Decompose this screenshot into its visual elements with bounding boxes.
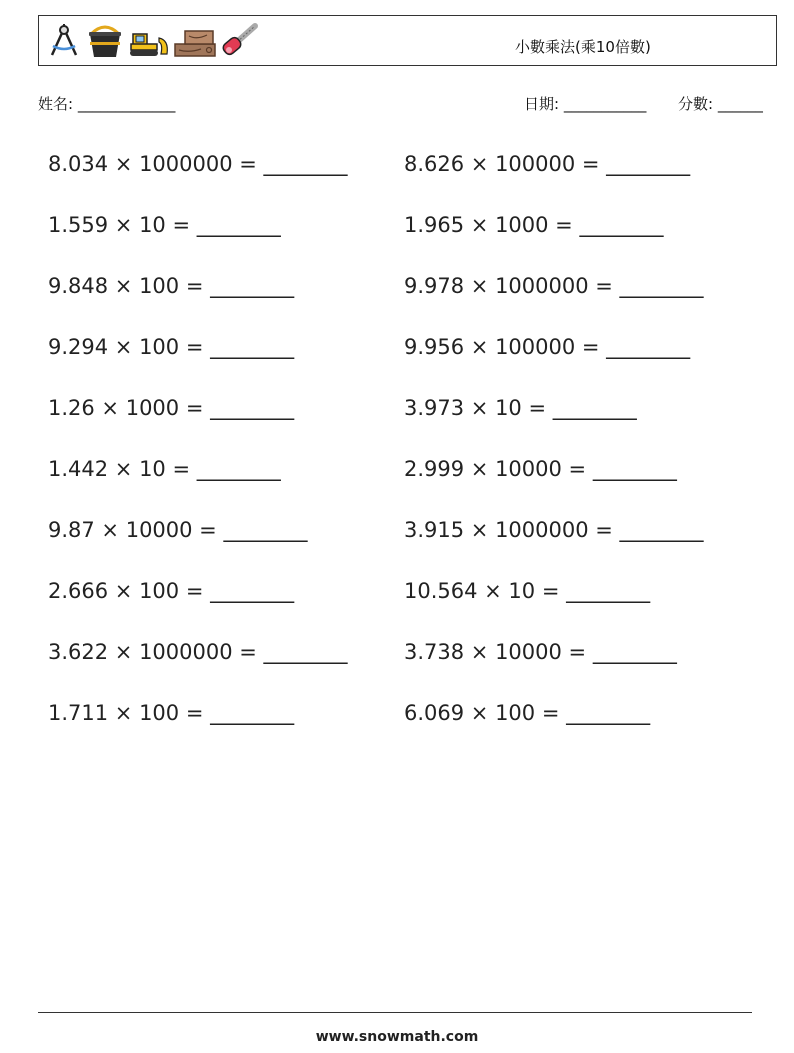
problem-left-10: 1.711 × 100 = ________ [48, 701, 295, 725]
problem-right-5: 3.973 × 10 = ________ [404, 396, 637, 420]
header-icons [45, 21, 261, 61]
compass-icon [45, 22, 83, 60]
problem-left-7: 9.87 × 10000 = ________ [48, 518, 308, 542]
bulldozer-icon [127, 22, 171, 60]
problem-right-8: 10.564 × 10 = ________ [404, 579, 651, 603]
problem-right-3: 9.978 × 1000000 = ________ [404, 274, 704, 298]
problem-right-10: 6.069 × 100 = ________ [404, 701, 651, 725]
wood-planks-icon [173, 22, 217, 60]
problem-right-4: 9.956 × 100000 = ________ [404, 335, 691, 359]
problem-right-1: 8.626 × 100000 = ________ [404, 152, 691, 176]
problem-left-5: 1.26 × 1000 = ________ [48, 396, 295, 420]
chainsaw-icon [219, 22, 261, 60]
footer-url: www.snowmath.com [315, 1029, 479, 1045]
problem-right-7: 3.915 × 1000000 = ________ [404, 518, 704, 542]
problem-right-2: 1.965 × 1000 = ________ [404, 213, 664, 237]
date-field: 日期: ___________ [524, 95, 647, 113]
problem-left-1: 8.034 × 1000000 = ________ [48, 152, 348, 176]
footer-divider [38, 1012, 752, 1013]
problem-left-4: 9.294 × 100 = ________ [48, 335, 295, 359]
problem-left-3: 9.848 × 100 = ________ [48, 274, 295, 298]
bucket-icon [85, 22, 125, 60]
worksheet-title: 小數乘法(乘10倍數) [515, 38, 651, 56]
problem-left-9: 3.622 × 1000000 = ________ [48, 640, 348, 664]
worksheet-header [38, 15, 777, 66]
problem-right-9: 3.738 × 10000 = ________ [404, 640, 677, 664]
name-field: 姓名: _____________ [38, 95, 176, 113]
problem-right-6: 2.999 × 10000 = ________ [404, 457, 677, 481]
score-field: 分數: ______ [678, 95, 763, 113]
problem-left-8: 2.666 × 100 = ________ [48, 579, 295, 603]
problem-left-6: 1.442 × 10 = ________ [48, 457, 281, 481]
problem-left-2: 1.559 × 10 = ________ [48, 213, 281, 237]
